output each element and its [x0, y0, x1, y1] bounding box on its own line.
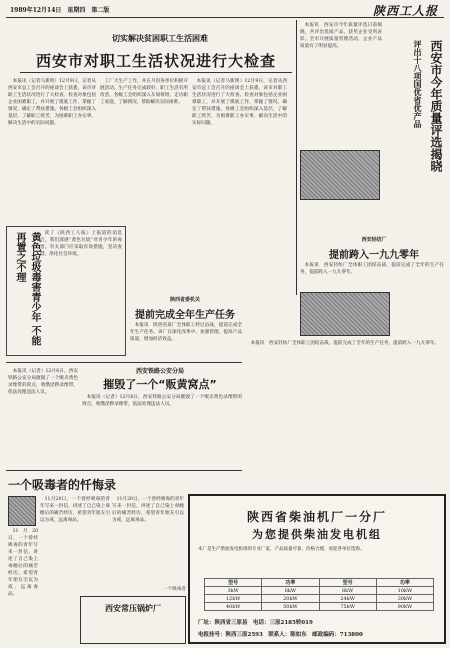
- ad-body: 本厂是生产柴油发电机组的专业厂家，产品质量可靠，价格合理，欢迎各单位选购。: [198, 547, 365, 552]
- author-portrait: [8, 496, 36, 526]
- advertisement: [188, 494, 446, 644]
- column-a-body: 工厂大生产工作，并在月份各单位积极开展活动。生产任务完成较好，职工生活有所改善。各级工会组织深入车间班组，走访职工家庭，了解情况，帮助解决实际困难。: [100, 79, 188, 105]
- vertical-story-body: 读了《陕西工人报》上报道的消息后，我们深感“黄色垃圾”对青少年的毒害。有关部门应采取有效措施，坚决查禁，净化社会环境。: [40, 231, 122, 257]
- ad-table-head-cell: 功率: [262, 579, 319, 587]
- ad-address: 厂址：陕西省三原县 电话：三原2185转019: [198, 620, 313, 626]
- drug-body-cont: 11月20日，一个曾经吸毒的青年写来一封信，讲述了自己染上毒瘾后的痛苦经历，希望青年朋友引以为戒，远离毒品。: [112, 497, 184, 523]
- table-row: [205, 595, 434, 603]
- lead-body: 本报讯（记者马新明）12月9日，记者从西安市总工会召开的座谈会上获悉，该市对职工生活状况进行了大检查。检查对象包括企业困难职工，并开展了摸底工作，掌握了情况，确定了帮扶措施。各级工会组织深入基层，了解职工疾苦，为困难职工办实事，解决生活中的实际问题。: [8, 79, 96, 126]
- table-row: [205, 587, 434, 595]
- story-center-body: 本报讯 陕西省某厂全体职工经过奋战，提前完成全年生产任务。该厂在深化改革中，加强管理，提高产品质量，增加经济效益。: [130, 323, 242, 342]
- story-center-headline: 提前完成全年生产任务: [135, 310, 235, 321]
- lead-headline: 西安市对职工生活状况进行大检查: [35, 52, 276, 70]
- ad-table-head-cell: 型号: [319, 579, 376, 587]
- table-cell: 50kW: [262, 603, 319, 611]
- story-right-headline: 提前跨入一九九零年: [329, 250, 419, 261]
- ad-subtitle: 为您提供柴油发电机组: [252, 528, 382, 541]
- news-photo: [300, 150, 380, 200]
- table-cell: 10kW: [376, 587, 433, 595]
- table-cell: 75kW: [319, 603, 376, 611]
- railway-body: 本报讯（记者）12月6日，西安铁路公安分局摧毁了一个贩卖黄色录像带的窝点，收缴淫秽录像带，依法处理违法人员。: [8, 369, 78, 395]
- newspaper-title: 陕西工人报: [372, 4, 438, 18]
- table-cell: 40kW: [205, 603, 262, 611]
- right-feature-headline: 西安市今年质量评选揭晓: [429, 40, 443, 172]
- railway-kicker: 西安铁路公安分局: [135, 368, 184, 375]
- vertical-story-headline: 黄色垃圾毒害青少年 不能再置之不理: [14, 232, 40, 346]
- ad-title: 陕西省柴油机厂一分厂: [246, 510, 387, 524]
- story-right-body-cont: 本报讯 西安轻纺厂全体职工团结奋战，提前完成了全年的生产任务，提前跨入一九九零年。: [250, 341, 439, 346]
- right-feature-subhead: 评出十八项国优省优产品: [413, 40, 422, 128]
- table-cell: 24kW: [319, 595, 376, 603]
- ad-table-header: [205, 579, 434, 587]
- table-cell: 3kW: [205, 587, 262, 595]
- right-feature-body: 本报讯 西安市今年质量评选日前揭晓，共评出优质产品，获奖企业受到表彰。全市开展质量管理活动，企业产品质量有了明显提高。: [300, 23, 382, 49]
- ad-contact: 电报挂号：陕西三原2593 联系人：陈如东 邮政编码：713800: [198, 632, 363, 638]
- ad-product-table: [204, 578, 434, 611]
- story-right-kicker: 西安轻纺厂: [361, 237, 387, 243]
- drug-headline: 一个吸毒者的忏悔录: [8, 478, 117, 492]
- table-cell: 20kW: [262, 595, 319, 603]
- masthead: [6, 2, 444, 18]
- issue-date: 1989年12月14日 星期四 第二版: [10, 7, 110, 14]
- table-row: [205, 603, 434, 611]
- section-rule: [6, 362, 242, 363]
- lead-rule: [20, 72, 292, 73]
- section-rule-2: [6, 470, 242, 471]
- drug-body-side: 11月20日，一个曾经吸毒的青年写来一封信，讲述了自己染上毒瘾后的痛苦经历，希望青年朋友引以为戒，远离毒品。: [8, 529, 38, 597]
- table-cell: 8kW: [319, 587, 376, 595]
- table-cell: 90kW: [376, 603, 433, 611]
- story-center-kicker: 陕西省委机关: [169, 297, 200, 303]
- story-right-body: 本报讯 西安轻纺厂全体职工团结奋战，提前完成了全年的生产任务，提前跨入一九九零年。: [300, 263, 444, 275]
- small-advertisement: [80, 596, 186, 644]
- drug-byline: 一个吸毒者: [163, 587, 186, 592]
- lead-body-cont: 本报讯（记者马新明）12月9日，记者从西安市总工会召开的座谈会上获悉，该市对职工生活状况进行了大检查。检查对象包括企业困难职工，并开展了摸底工作，掌握了情况，确定了帮扶措施。各级工会组织深入基层，了解职工疾苦，为困难职工办实事，解决生活中的实际问题。: [192, 79, 287, 126]
- factory-photo: [300, 292, 390, 336]
- lead-kicker: 切实解决贫困职工生活困难: [112, 34, 208, 43]
- drug-body: 11月20日，一个曾经吸毒的青年写来一封信，讲述了自己染上毒瘾后的痛苦经历，希望青年朋友引以为戒，远离毒品。: [40, 497, 110, 523]
- ad-table-head-cell: 功率: [376, 579, 433, 587]
- ad-table-head-cell: 型号: [205, 579, 262, 587]
- railway-body-cont: 本报讯（记者）12月6日，西安铁路公安分局摧毁了一个贩卖黄色录像带的窝点，收缴淫秽录像带，依法处理违法人员。: [82, 395, 242, 407]
- table-cell: 30kW: [376, 595, 433, 603]
- table-cell: 12kW: [205, 595, 262, 603]
- small-ad-title: 西安常压锅炉厂: [105, 603, 161, 613]
- column-divider: [296, 20, 297, 295]
- railway-headline: 摧毁了一个“贩黄窝点”: [103, 378, 217, 391]
- table-cell: 6kW: [262, 587, 319, 595]
